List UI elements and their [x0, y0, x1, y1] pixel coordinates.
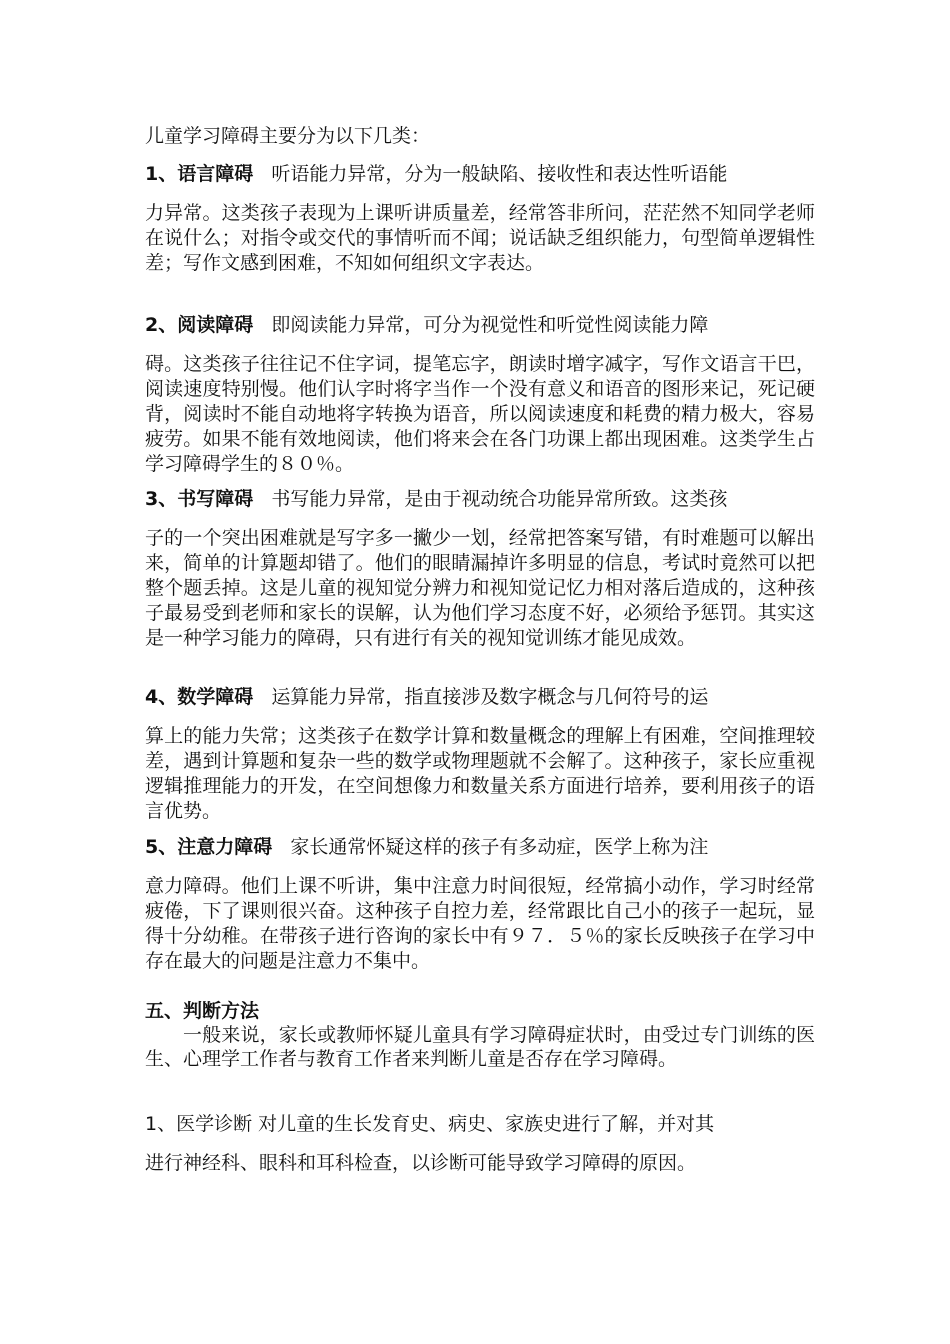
method-lead: 对儿童的生长发育史、病史、家族史进行了解，并对其 — [258, 1113, 715, 1135]
section-paragraph — [145, 1023, 815, 1071]
category-lead: 运算能力异常，指直接涉及数字概念与几何符号的运 — [271, 686, 709, 708]
category-body: 算上的能力失常；这类孩子在数学计算和数量概念的理解上有困难，空间推理较差，遇到计算题和复杂一些的数学或物理题就不会解了。这种孩子，家长应重视逻辑推理能力的开发，在空间想像力和数量关系方面进行培养，要利用孩子的语言优势。 — [145, 725, 815, 822]
method-medical-diagnosis — [145, 1112, 815, 1176]
category-first-line — [145, 487, 815, 512]
category-lead: 书写能力异常，是由于视动统合功能异常所致。这类孩 — [271, 488, 728, 510]
category-body: 碍。这类孩子往往记不住字词，提笔忘字，朗读时增字减字，写作文语言干巴，阅读速度特别慢。他们认字时将字当作一个没有意义和语音的图形来记，死记硬背，阅读时不能自动地将字转换为语音，所以阅读速度和耗费的精力极大，容易疲劳。如果不能有效地阅读，他们将来会在各门功课上都出现困难。这类学生占学习障碍学生的８０％。 — [145, 353, 815, 475]
section-heading: 五、判断方法 — [145, 1000, 260, 1022]
category-body: 力异常。这类孩子表现为上课听讲质量差，经常答非所问，茫茫然不知同学老师在说什么；对指令或交代的事情听而不闻；说话缺乏组织能力，句型简单逻辑性差；写作文感到困难，不知如何组织文字表达。 — [145, 202, 815, 274]
category-math — [145, 685, 815, 824]
category-title: 2、阅读障碍 — [145, 314, 254, 336]
category-first-line — [145, 685, 815, 710]
category-title: 4、数学障碍 — [145, 686, 254, 708]
intro-paragraph — [145, 124, 815, 149]
method-first-line — [145, 1112, 815, 1137]
category-title: 5、注意力障碍 — [145, 836, 273, 858]
category-reading — [145, 313, 815, 477]
category-lead: 即阅读能力异常，可分为视觉性和听觉性阅读能力障 — [271, 314, 709, 336]
category-writing — [145, 487, 815, 651]
category-body: 意力障碍。他们上课不听讲，集中注意力时间很短，经常搞小动作，学习时经常疲倦，下了课则很兴奋。这种孩子自控力差，经常跟比自己小的孩子一起玩，显得十分幼稚。在带孩子进行咨询的家长中有９７．５％的家长反映孩子在学习中存在最大的问题是注意力不集中。 — [145, 875, 815, 972]
category-lead: 听语能力异常，分为一般缺陷、接收性和表达性听语能 — [271, 163, 728, 185]
intro-text: 儿童学习障碍主要分为以下几类： — [145, 125, 431, 147]
category-first-line — [145, 835, 815, 860]
section-paragraph-text: 一般来说，家长或教师怀疑儿童具有学习障碍症状时，由受过专门训练的医生、心理学工作者与教育工作者来判断儿童是否存在学习障碍。 — [145, 1024, 815, 1070]
category-attention — [145, 835, 815, 974]
method-title: 1、医学诊断 — [145, 1113, 253, 1135]
category-title: 1、语言障碍 — [145, 163, 254, 185]
category-title: 3、书写障碍 — [145, 488, 254, 510]
category-lead: 家长通常怀疑这样的孩子有多动症，医学上称为注 — [290, 836, 709, 858]
method-body: 进行神经科、眼科和耳科检查，以诊断可能导致学习障碍的原因。 — [145, 1152, 697, 1174]
category-body: 子的一个突出困难就是写字多一撇少一划，经常把答案写错，有时难题可以解出来，简单的计算题却错了。他们的眼睛漏掉许多明显的信息，考试时竟然可以把整个题丢掉。这是儿童的视知觉分辨力和视知觉记忆力相对落后造成的，这种孩子最易受到老师和家长的误解，认为他们学习态度不好，必须给予惩罚。其实这是一种学习能力的障碍，只有进行有关的视知觉训练才能见成效。 — [145, 527, 815, 649]
category-first-line — [145, 162, 815, 187]
category-first-line — [145, 313, 815, 338]
category-language — [145, 162, 815, 276]
